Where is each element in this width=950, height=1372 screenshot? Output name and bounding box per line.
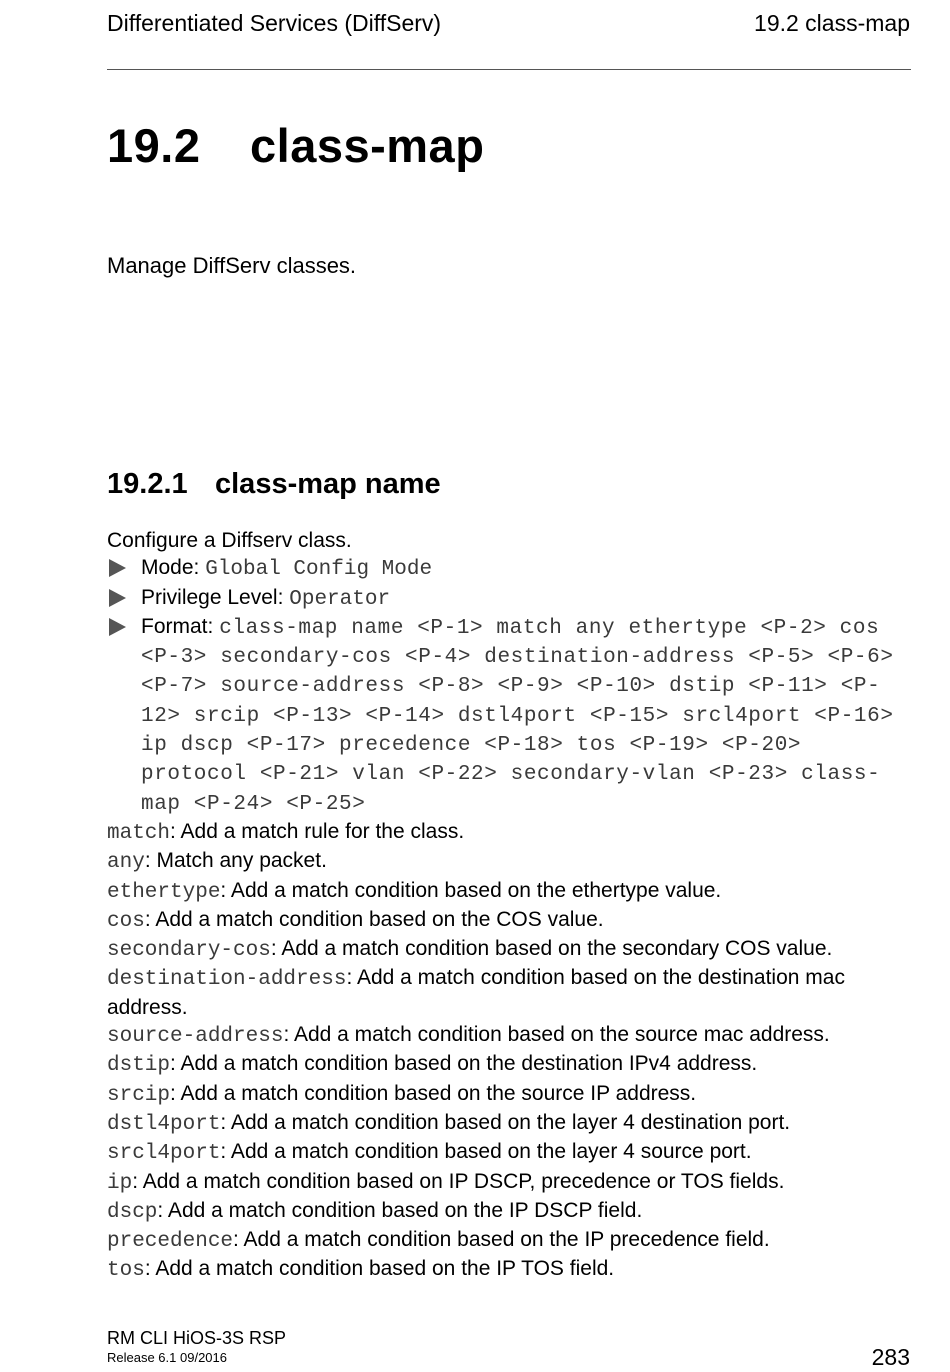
definition-desc: : Add a match condition based on the destination mac address.: [107, 966, 845, 1019]
page-number: 283: [871, 1344, 910, 1370]
definition-item: [107, 1168, 911, 1197]
definition-desc: : Add a match condition based on the ethertype value.: [220, 878, 722, 902]
bullet-format: [107, 613, 911, 818]
definition-desc: : Add a match condition based on the IP DSCP field.: [157, 1198, 643, 1222]
definition-item: [107, 964, 911, 1021]
definition-item: [107, 1080, 911, 1109]
definition-item: [107, 1226, 911, 1255]
running-header-chapter: Differentiated Services (DiffServ): [107, 10, 442, 36]
bullet-triangle-icon: [109, 559, 126, 577]
definition-term: srcl4port: [107, 1142, 221, 1166]
bullet-value: Global Config Mode: [205, 558, 433, 582]
definition-item: [107, 935, 911, 964]
definition-term: srcip: [107, 1083, 171, 1107]
bullet-label: Format:: [141, 614, 214, 638]
definition-item: [107, 1109, 911, 1138]
definition-desc: : Add a match condition based on the IP TOS field.: [144, 1257, 615, 1281]
definition-desc: : Add a match condition based on the COS value.: [144, 907, 604, 931]
definition-desc: : Add a match condition based on the layer 4 source port.: [220, 1140, 752, 1164]
subsection-number: 19.2.1: [107, 468, 188, 500]
definition-item: [107, 847, 911, 876]
subsection-heading: [107, 468, 441, 501]
definition-term: ip: [107, 1171, 133, 1195]
definition-item: [107, 1138, 911, 1167]
section-heading: [107, 118, 484, 173]
definition-term: dscp: [107, 1200, 158, 1224]
definition-term: destination-address: [107, 968, 347, 992]
definition-item: [107, 877, 911, 906]
definition-term: match: [107, 821, 171, 845]
bullet-value: Operator: [289, 587, 391, 611]
definition-item: [107, 1197, 911, 1226]
definition-term: any: [107, 851, 145, 875]
definition-desc: : Add a match condition based on IP DSCP, precedence or TOS fields.: [132, 1169, 785, 1193]
header-divider: [107, 69, 911, 70]
bullet-mode: [107, 554, 911, 583]
definition-term: dstl4port: [107, 1112, 221, 1136]
definition-desc: : Add a match condition based on the source mac address.: [283, 1023, 830, 1047]
definition-term: tos: [107, 1259, 145, 1283]
definition-item: [107, 1255, 911, 1284]
definition-item: [107, 1050, 911, 1079]
definition-desc: : Add a match rule for the class.: [170, 819, 465, 843]
section-title: class-map: [250, 119, 485, 172]
subsection-title: class-map name: [215, 468, 441, 500]
definition-term: ethertype: [107, 880, 221, 904]
definition-term: precedence: [107, 1230, 234, 1254]
footer-manual-title: RM CLI HiOS-3S RSP: [107, 1328, 287, 1348]
definition-item: [107, 818, 911, 847]
definition-term: dstip: [107, 1054, 171, 1078]
definition-desc: : Match any packet.: [144, 849, 327, 873]
bullet-label: Privilege Level:: [141, 585, 284, 609]
definition-term: source-address: [107, 1025, 284, 1049]
definition-desc: : Add a match condition based on the layer 4 destination port.: [220, 1110, 791, 1134]
definition-item: [107, 1021, 911, 1050]
subsection-body: [107, 527, 911, 1285]
definition-desc: : Add a match condition based on the secondary COS value.: [270, 937, 833, 961]
subsection-intro: Configure a Diffserv class.: [107, 529, 352, 552]
bullet-triangle-icon: [109, 618, 126, 636]
section-intro: Manage DiffServ classes.: [107, 253, 357, 278]
bullet-privilege-level: [107, 584, 911, 613]
running-header-section: 19.2 class-map: [754, 10, 910, 36]
bullet-triangle-icon: [109, 589, 126, 607]
command-format: class-map name <P-1> match any ethertype <P-2> cos <P-3> secondary-cos <P-4> destination-address <P-5> <P-6> <P-7> source-address <P-8> <P-9> <P-10> dstip <P-11> <P-12> srcip <P-13> <P-14> dstl4port <P-15> srcl4port <P-16> ip dscp <P-17> precedence <P-18> tos <P-19> <P-20> protocol <P-21> vlan <P-22> secondary-vlan <P-23> class-map <P-24> <P-25>: [141, 616, 894, 816]
section-number: 19.2: [107, 119, 201, 172]
definition-desc: : Add a match condition based on the source IP address.: [170, 1081, 697, 1105]
definition-desc: : Add a match condition based on the IP precedence field.: [233, 1228, 770, 1252]
footer-release: Release 6.1 09/2016: [107, 1350, 227, 1365]
definition-term: secondary-cos: [107, 939, 271, 963]
definition-desc: : Add a match condition based on the destination IPv4 address.: [170, 1052, 758, 1076]
bullet-label: Mode:: [141, 556, 200, 580]
definition-item: [107, 906, 911, 935]
definition-term: cos: [107, 909, 145, 933]
